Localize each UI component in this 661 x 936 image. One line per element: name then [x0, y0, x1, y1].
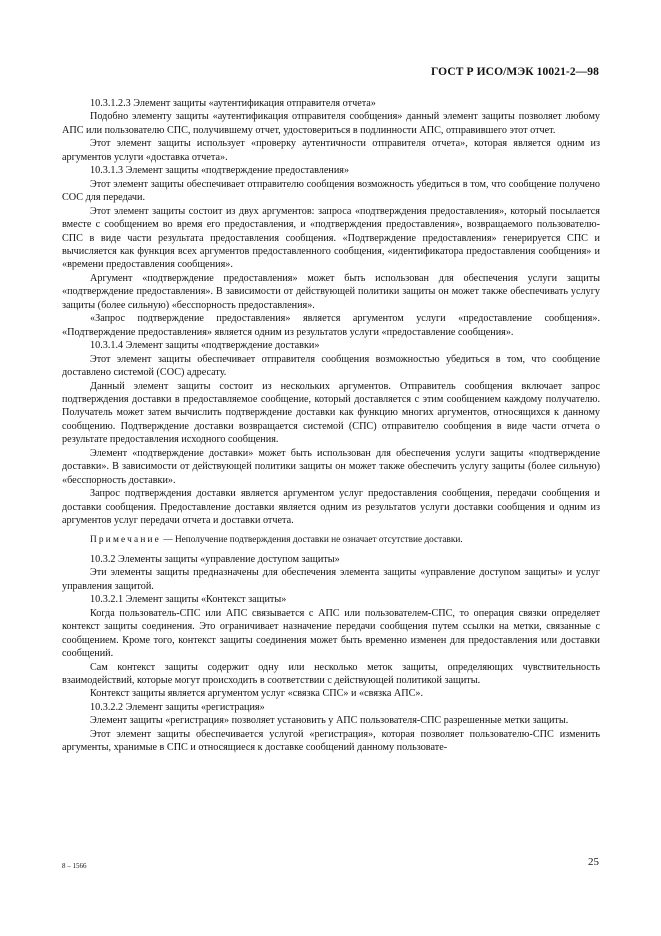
paragraph: Этот элемент защиты обеспечивает отправителю сообщения возможность убедиться в том, что сообщение получено СОС для передачи.	[62, 178, 600, 204]
section-heading: 10.3.2.1 Элемент защиты «Контекст защиты»	[90, 594, 287, 606]
paragraph: Когда пользователь-СПС или АПС связывается с АПС или пользователем-СПС, то операция связки определяет контекст защиты соединения. Это ограничивает назначение передачи сообщения путем ссылки на метки, связанные с сообщением. Кроме того, контекст защиты соединения может быть временно изменен для предоставления или доставки сообщений.	[62, 607, 600, 660]
paragraph: Этот элемент защиты состоит из двух аргументов: запроса «подтверждения предоставления», который посылается вместе с сообщением во время его предоставления, и «подтверждения предоставления», возвращаемого пользователю-СПС в виде части результата предоставления сообщения. «Подтверждение предоставления» генерируется СПС и вычисляется как функция всех аргументов предоставленного сообщения, «идентификатора предоставления сообщения» и «времени предоставления сообщения».	[62, 205, 600, 271]
paragraph: Этот элемент защиты обеспечивает отправителя сообщения возможностью убедиться в том, что сообщение доставлено системой (СОС) адресату.	[62, 353, 600, 379]
document-body	[62, 97, 600, 755]
page-number: 25	[588, 856, 599, 868]
paragraph: Контекст защиты является аргументом услуг «связка СПС» и «связка АПС».	[90, 688, 424, 700]
paragraph: Аргумент «подтверждение предоставления» может быть использован для обеспечения услуги защиты «подтверждение предоставления». В зависимости от действующей политики защиты он может также обеспечивать услугу защиты (более сильную) «бесспорность предоставления».	[62, 272, 600, 311]
paragraph: Подобно элементу защиты «аутентификация отправителя сообщения» данный элемент защиты позволяет любому АПС или пользователю СПС, получившему отчет, удостовериться в подлинности АПС, отправившего этот отчет.	[62, 111, 600, 136]
paragraph: Сам контекст защиты содержит одну или несколько меток защиты, определяющих чувствительность взаимодействий, которые могут происходить в соответствии с действующей политикой защиты.	[62, 661, 600, 687]
paragraph: Этот элемент защиты обеспечивается услугой «регистрация», которая позволяет пользователю-СПС изменить аргументы, хранимые в СПС и относящиеся к доставке сообщений данному пользовате-	[62, 728, 600, 754]
paragraph: Запрос подтверждения доставки является аргументом услуг предоставления сообщения, передачи сообщения и доставки сообщения. Предоставление доставки является одним из результатов услуги доставки сообщения и одним из аргументов услуг передачи отчета и доставки отчета.	[62, 488, 600, 527]
section-heading: 10.3.2 Элементы защиты «управление доступом защиты»	[90, 553, 340, 565]
section-heading: 10.3.1.3 Элемент защиты «подтверждение предоставления»	[90, 165, 350, 177]
note-text: — Неполучение подтверждения доставки не означает отсутствие доставки.	[161, 534, 463, 545]
running-header: ГОСТ Р ИСО/МЭК 10021-2—98	[431, 66, 599, 78]
section-heading: 10.3.2.2 Элемент защиты «регистрация»	[90, 701, 265, 713]
sheet-mark: 8 – 1566	[62, 862, 87, 870]
paragraph: Элемент защиты «регистрация» позволяет установить у АПС пользователя-СПС разрешенные метки защиты.	[90, 715, 569, 727]
note-label: Примечание	[90, 534, 161, 545]
paragraph: Данный элемент защиты состоит из нескольких аргументов. Отправитель сообщения включает запрос подтверждения доставки в предоставляемое сообщение, который доставляется с этим сообщением каждому получателю. Получатель может затем вычислить подтверждение доставки как функцию многих аргументов, относящихся к данному сообщению. Подтверждение доставки возвращается системой (СПС) отправителю сообщения в виде части отчета о результате предоставления исходного сообщения.	[62, 380, 600, 446]
section-heading: 10.3.1.2.3 Элемент защиты «аутентификация отправителя отчета»	[90, 98, 376, 109]
paragraph: Этот элемент защиты использует «проверку аутентичности отправителя отчета», которая является одним из аргументов услуги «доставка отчета».	[62, 138, 600, 163]
paragraph: Эти элементы защиты предназначены для обеспечения элемента защиты «управление доступом защиты» и услуг управления защитой.	[62, 567, 600, 592]
note	[62, 534, 600, 547]
section-heading: 10.3.1.4 Элемент защиты «подтверждение доставки»	[90, 340, 320, 352]
paragraph: Элемент «подтверждение доставки» может быть использован для обеспечения услуги защиты «подтверждение доставки». В зависимости от действующей политики защиты он может также обеспечить услугу защиты (более сильную) «бесспорность доставки».	[62, 447, 600, 486]
paragraph: «Запрос подтверждение предоставления» является аргументом услуги «предоставление сообщения». «Подтверждение предоставления» является одним из результатов услуги «предоставление сообщения».	[62, 313, 600, 338]
